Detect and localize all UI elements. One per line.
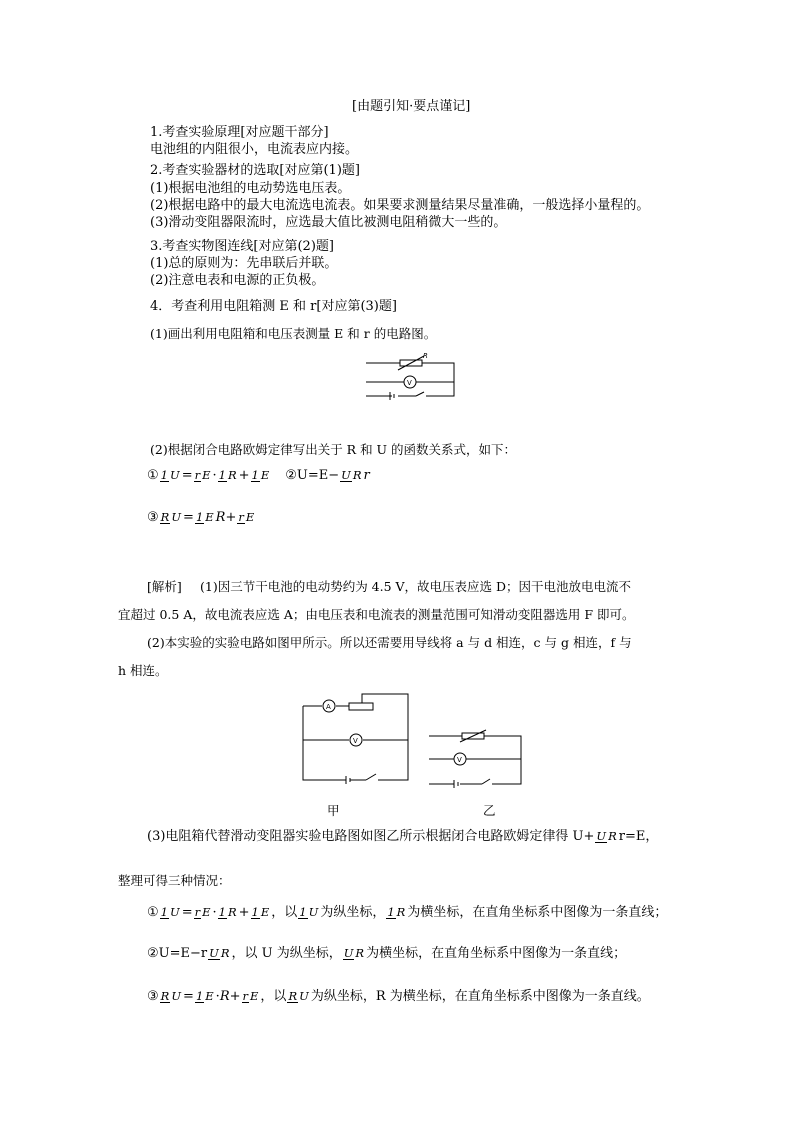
summary-header: [由题引知·要点谨记]	[352, 99, 471, 114]
case-2-row: ②U=E−r U R ，以 U 为纵坐标， U R 为横坐标，在直角坐标系中图像为一条直线；	[147, 946, 627, 961]
section-2-line-3: (3)滑动变阻器限流时，应选最大值比被测电阻稍微大一些的。	[150, 215, 507, 230]
section-4-line-2: (2)根据闭合电路欧姆定律写出关于 R 和 U 的函数关系式，如下：	[150, 442, 517, 457]
case-2-tail-2: 为横坐标，在直角坐标系中图像为一条直线；	[366, 946, 627, 961]
circuit-diagram-yi	[426, 728, 524, 788]
analysis-p2-a: (2)本实验的实验电路如图甲所示。所以还需要用导线将 a 与 d 相连，c 与 g 相连，f 与	[147, 635, 632, 650]
circuit-diagram-resistance-box	[360, 350, 460, 400]
case-1-tail-3: 为横坐标，在直角坐标系中图像为一条直线；	[407, 905, 668, 920]
section-4-title: 4．考查利用电阻箱测 E 和 r[对应第(3)题]	[150, 299, 397, 314]
section-3-title: 3.考查实物图连线[对应第(2)题]	[150, 239, 334, 254]
figure-label-yi: 乙	[483, 803, 496, 818]
formula-row-3: ③ R U = 1 E R + r E	[147, 510, 255, 525]
formula-2-prefix: ②U=E−	[285, 468, 340, 483]
case-2-head: ②U=E−r	[147, 946, 208, 961]
case-2-tail: ，以 U 为纵坐标，	[231, 946, 342, 961]
analysis-p1-a: (1)因三节干电池的电动势约为 4.5 V，故电压表应选 D；因干电池放电电流不	[200, 579, 632, 594]
case-3-row: ③ R U = 1 E · R + r E ，以 R U 为纵坐标，R 为横坐标，在直角坐标系中图像为一条直线。	[147, 989, 650, 1004]
section-2-title: 2.考查实验器材的选取[对应第(1)题]	[150, 163, 360, 178]
circuit-label-r: R	[423, 352, 428, 360]
case-1-tail-2: 为纵坐标，	[320, 905, 386, 920]
voltmeter-label-yi: V	[457, 756, 462, 764]
case-3-tail: ，以	[260, 989, 287, 1004]
case-1-tail: ，以	[271, 905, 298, 920]
analysis-p3-a-end: r=E，	[618, 829, 659, 844]
section-1-line-1: 电池组的内阻很小，电流表应内接。	[150, 142, 359, 157]
voltmeter-label-jia: V	[353, 737, 358, 745]
circuit-diagram-jia	[300, 692, 412, 786]
case-3-tail-2: 为纵坐标，R 为横坐标，在直角坐标系中图像为一条直线。	[310, 989, 650, 1004]
section-2-line-1: (1)根据电池组的电动势选电压表。	[150, 181, 351, 196]
section-3-line-1: (1)总的原则为：先串联后并联。	[150, 256, 338, 271]
ammeter-label: A	[326, 703, 331, 711]
formula-1-prefix: ①	[147, 468, 159, 483]
section-4-line-1: (1)画出利用电阻箱和电压表测量 E 和 r 的电路图。	[150, 326, 437, 341]
case-1-row: ① 1 U = r E · 1 R + 1 E ，以 1 U 为纵坐标， 1 R 为横坐标，在直角坐标系中图像为一条直线；	[147, 905, 668, 920]
formula-row-1: ① 1 U = r E · 1 R + 1 E ②U=E− U R r	[147, 468, 370, 483]
formula-3-prefix: ③	[147, 510, 159, 525]
analysis-p3-a-row: (3)电阻箱代替滑动变阻器实验电路图如图乙所示根据闭合电路欧姆定律得 U+ U R r=E，	[147, 829, 659, 844]
figure-label-jia: 甲	[327, 803, 340, 818]
circuit-label-v: V	[407, 379, 412, 387]
section-2-line-2: (2)根据电路中的最大电流选电流表。如果要求测量结果尽量准确，一般选择小量程的。	[150, 198, 650, 213]
analysis-p3-b: 整理可得三种情况：	[118, 873, 231, 888]
analysis-p3-a: (3)电阻箱代替滑动变阻器实验电路图如图乙所示根据闭合电路欧姆定律得 U+	[147, 829, 595, 844]
analysis-p2-b: h 相连。	[118, 663, 168, 678]
analysis-tag: [解析]	[147, 579, 182, 594]
section-3-line-2: (2)注意电表和电源的正负极。	[150, 273, 325, 288]
section-1-title: 1.考查实验原理[对应题干部分]	[150, 125, 329, 140]
analysis-p1-b: 宜超过 0.5 A，故电流表应选 A；由电压表和电流表的测量范围可知滑动变阻器选用 F 即可。	[118, 607, 635, 622]
